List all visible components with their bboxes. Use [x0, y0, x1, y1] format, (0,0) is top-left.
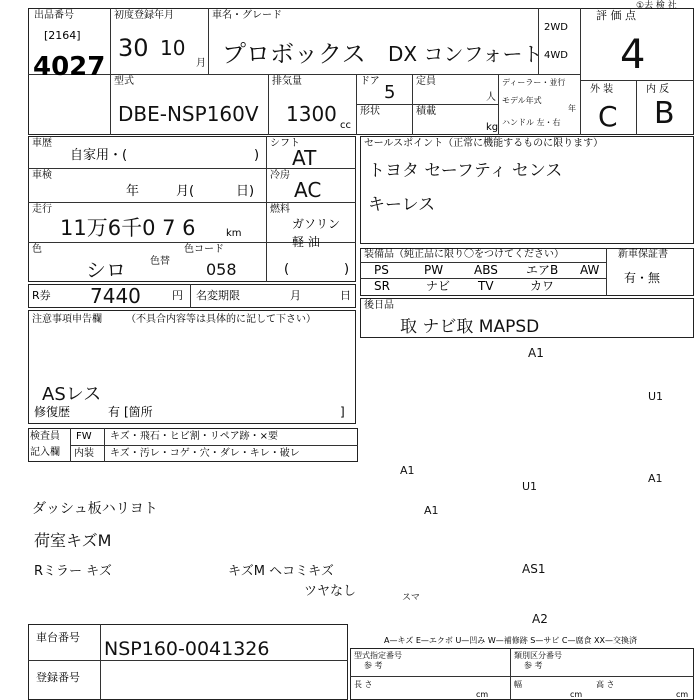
aftermarket-label: 後日品 — [364, 300, 394, 311]
model-name-label: 車名・グレード — [212, 10, 282, 21]
equip-leather: カワ — [530, 279, 555, 293]
check-label: 検査員 — [30, 431, 60, 442]
repair-place: [箇所 — [124, 405, 153, 419]
notes-label: 注意事項申告欄 — [32, 314, 102, 325]
first-reg-year: 30 — [118, 34, 149, 62]
load-unit: kg — [486, 122, 499, 133]
diagram-mark: A1 — [648, 472, 663, 485]
sales-label: セールスポイント（正常に機能するものに限ります） — [364, 138, 604, 149]
designation-sub: 参 考 — [364, 661, 383, 670]
diagram-legend: A—キズ E—エクボ U—凹み W—補修跡 S—サビ C—腐食 XX—交換済 — [384, 636, 638, 645]
dealer-label: ディーラー・並行 — [502, 78, 566, 87]
width-label: 幅 — [514, 680, 522, 689]
recycle-unit: 円 — [172, 289, 183, 302]
new-warranty-value: 有・無 — [624, 271, 661, 285]
fw-items: キズ・飛石・ヒビ割・リペア跡・×要 — [110, 431, 278, 442]
lot-sub: [2164] — [44, 29, 81, 42]
inspector-note: Rミラー キズ — [34, 564, 112, 579]
score-label: 評 価 点 — [596, 9, 636, 22]
lot-label: 出品番号 — [34, 10, 74, 21]
class-label: 類別区分番号 — [514, 651, 562, 660]
equip-sr: SR — [374, 279, 390, 293]
shift-value: AT — [292, 146, 317, 170]
history-label: 車歴 — [32, 138, 52, 149]
expiry-day: 日 — [340, 289, 351, 302]
notes-sub: （不具合内容等は具体的に記して下さい） — [126, 314, 316, 325]
recycle-frame — [28, 284, 356, 308]
load-label: 積載 — [416, 106, 436, 117]
ac-value: AC — [294, 178, 322, 202]
equip-aw: AW — [580, 263, 600, 277]
inspection-day: 日) — [236, 184, 255, 199]
reg-label: 登録番号 — [36, 671, 80, 684]
first-reg-month-unit: 月 — [196, 58, 206, 69]
inspection-label: 車検 — [32, 170, 52, 181]
displacement-label: 排気量 — [272, 76, 302, 87]
ext-grade: C — [598, 100, 618, 133]
repair-value: 有 — [108, 405, 121, 419]
expiry-label: 名変期限 — [196, 289, 240, 302]
model-name: プロボックス — [222, 40, 366, 68]
fuel-gas: ガソリン — [292, 217, 341, 231]
equip-pw: PW — [424, 263, 444, 277]
chassis-label: 車台番号 — [36, 631, 80, 644]
interior-label: 内装 — [74, 448, 94, 459]
top-right-note: ①去 検 社 — [636, 1, 677, 11]
repair-label: 修復歴 — [34, 405, 71, 419]
diagram-mark: A1 — [400, 464, 415, 477]
designation-label: 型式指定番号 — [354, 651, 402, 660]
type-label: 型式 — [114, 76, 134, 87]
first-reg-label: 初度登録年月 — [114, 10, 174, 21]
score-value: 4 — [620, 32, 646, 78]
inspection-year: 年 — [126, 184, 140, 199]
lot-number: 4027 — [33, 52, 106, 82]
repair-bracket: ] — [340, 405, 345, 419]
diagram-mark: AS1 — [522, 562, 546, 576]
equip-navi: ナビ — [426, 279, 451, 293]
inspector-note: キズM ヘコミキズ — [228, 564, 334, 579]
width-cm: cm — [570, 690, 583, 699]
length-cm: cm — [476, 690, 489, 699]
diagram-mark: U1 — [522, 480, 538, 493]
recycle-value: 7440 — [90, 284, 141, 308]
shift-label: シフト — [270, 138, 300, 149]
fw-label: FW — [76, 431, 92, 442]
length-label: 長 さ — [354, 680, 373, 689]
inspector-note: ツヤなし — [304, 584, 357, 599]
first-reg-month: 10 — [160, 36, 186, 60]
ext-label: 外 装 — [590, 84, 614, 95]
model-year-label: モデル年式 — [502, 96, 542, 105]
color-code-label: 色コード — [184, 244, 224, 255]
diagram-mark: A1 — [528, 346, 544, 360]
displacement-value: 1300 — [286, 102, 337, 126]
height-label: 高 さ — [596, 680, 615, 689]
equipment-label: 装備品（純正品に限り〇をつけてください） — [364, 249, 564, 260]
chassis-value: NSP160-0041326 — [104, 638, 270, 660]
interior-items: キズ・汚レ・コゲ・穴・ダレ・キレ・破レ — [110, 448, 300, 459]
drive-2wd: 2WD — [544, 22, 568, 33]
diagram-mark: スマ — [402, 593, 420, 603]
equip-tv: TV — [478, 279, 494, 293]
inspection-month: 月( — [176, 184, 195, 199]
fuel-paren-close: ) — [344, 262, 350, 277]
inspector-note: 荷室キズM — [34, 531, 112, 550]
aftermarket-value: 取 ナビ取 MAPSD — [400, 317, 540, 337]
inspector-note: ダッシュ板ハリヨト — [32, 501, 158, 517]
new-warranty-label: 新車保証書 — [618, 249, 668, 260]
history-close: ) — [254, 148, 260, 163]
color-label: 色 — [32, 244, 42, 255]
int-label: 内 反 — [646, 84, 670, 95]
displacement-unit: cc — [340, 120, 351, 131]
mileage-label: 走行 — [32, 204, 52, 215]
diagram-mark: U1 — [648, 390, 664, 403]
mileage-value: 11万6千0 7 6 — [60, 216, 196, 240]
diagram-mark: A2 — [532, 612, 548, 626]
expiry-month: 月 — [290, 289, 301, 302]
equip-airbag: エアB — [526, 263, 559, 277]
doors-label: ドア — [360, 76, 380, 87]
doors-value: 5 — [384, 82, 396, 103]
int-grade: B — [654, 96, 675, 131]
notes-handwritten: ASレス — [42, 384, 102, 405]
recycle-label: R券 — [32, 289, 51, 302]
capacity-label: 定員 — [416, 76, 436, 87]
type-value: DBE-NSP160V — [118, 102, 259, 126]
fuel-paren: ( — [284, 262, 290, 277]
shape-label: 形状 — [360, 106, 380, 117]
drive-4wd: 4WD — [544, 50, 568, 61]
sales-line1: トヨタ セーフティ センス — [368, 161, 563, 181]
fuel-label: 燃料 — [270, 204, 290, 215]
sales-line2: キーレス — [368, 195, 436, 215]
fill-label: 記入欄 — [30, 447, 60, 458]
color-value: シロ — [86, 258, 126, 282]
handle-label: ハンドル 左・右 — [502, 118, 561, 127]
mileage-unit: km — [226, 228, 242, 239]
height-cm: cm — [676, 690, 689, 699]
history-value: 自家用・( — [70, 148, 128, 163]
model-year-unit: 年 — [568, 104, 576, 113]
capacity-unit: 人 — [486, 92, 496, 103]
equip-abs: ABS — [474, 263, 498, 277]
color-code-value: 058 — [206, 260, 237, 279]
class-sub: 参 考 — [524, 661, 543, 670]
color-change-label: 色替 — [150, 256, 170, 267]
ac-label: 冷房 — [270, 170, 290, 181]
diagram-mark: A1 — [424, 504, 439, 517]
grade: DX コンフォート — [388, 42, 543, 66]
equip-ps: PS — [374, 263, 389, 277]
notes-frame — [28, 310, 356, 424]
fuel-diesel: 軽 油 — [292, 235, 320, 249]
